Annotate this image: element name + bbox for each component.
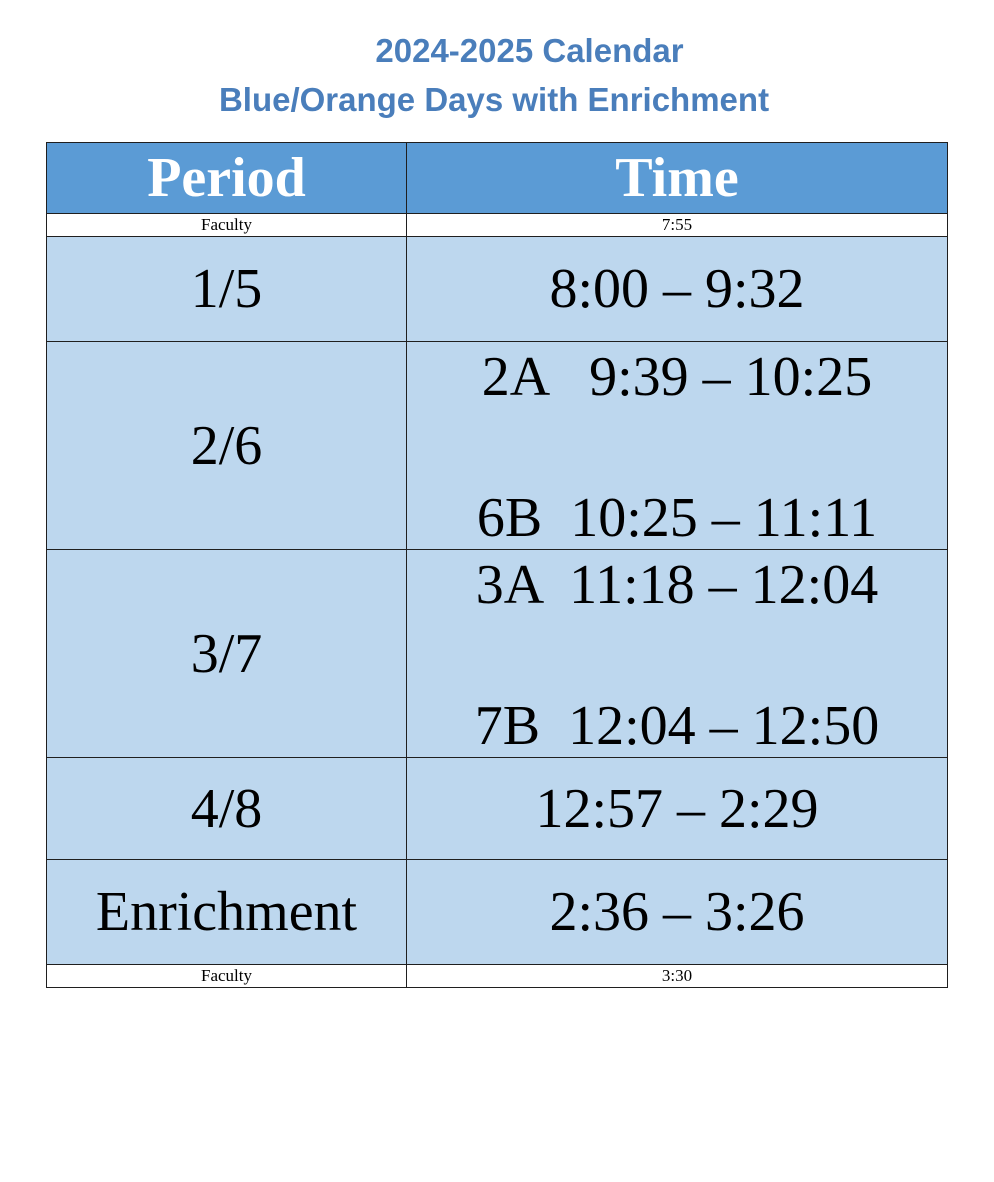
time-cell-split: [407, 342, 948, 550]
time-slot-a: 3A 11:18 – 12:04: [475, 554, 879, 616]
time-cell: 12:57 – 2:29: [407, 758, 948, 860]
period-cell: Faculty: [47, 214, 407, 237]
table-row-period-3-7: [47, 550, 948, 758]
table-row-period-1-5: [47, 237, 948, 342]
period-cell: 4/8: [47, 758, 407, 860]
table-row-faculty-start: [47, 214, 948, 237]
table-row-period-4-8: [47, 758, 948, 860]
period-cell: Faculty: [47, 965, 407, 988]
time-cell: 3:30: [407, 965, 948, 988]
column-header-time: Time: [407, 143, 948, 214]
time-cell-split: [407, 550, 948, 758]
time-slot-b: 6B 10:25 – 11:11: [476, 487, 878, 549]
bell-schedule-table: [46, 142, 948, 988]
page-subtitle: Blue/Orange Days with Enrichment: [218, 81, 770, 118]
time-slot-b: 7B 12:04 – 12:50: [474, 695, 880, 757]
period-cell: 2/6: [47, 342, 407, 550]
document-heading: [0, 28, 994, 126]
column-header-period: Period: [47, 143, 407, 214]
period-cell: 3/7: [47, 550, 407, 758]
table-row-period-2-6: [47, 342, 948, 550]
page-title: 2024-2025 Calendar: [375, 32, 684, 69]
table-header-row: [47, 143, 948, 214]
time-slot-a: 2A 9:39 – 10:25: [481, 346, 873, 408]
table-row-faculty-end: [47, 965, 948, 988]
period-cell: Enrichment: [47, 860, 407, 965]
table-row-enrichment: [47, 860, 948, 965]
time-cell: 8:00 – 9:32: [407, 237, 948, 342]
time-cell: 2:36 – 3:26: [407, 860, 948, 965]
period-cell: 1/5: [47, 237, 407, 342]
time-cell: 7:55: [407, 214, 948, 237]
